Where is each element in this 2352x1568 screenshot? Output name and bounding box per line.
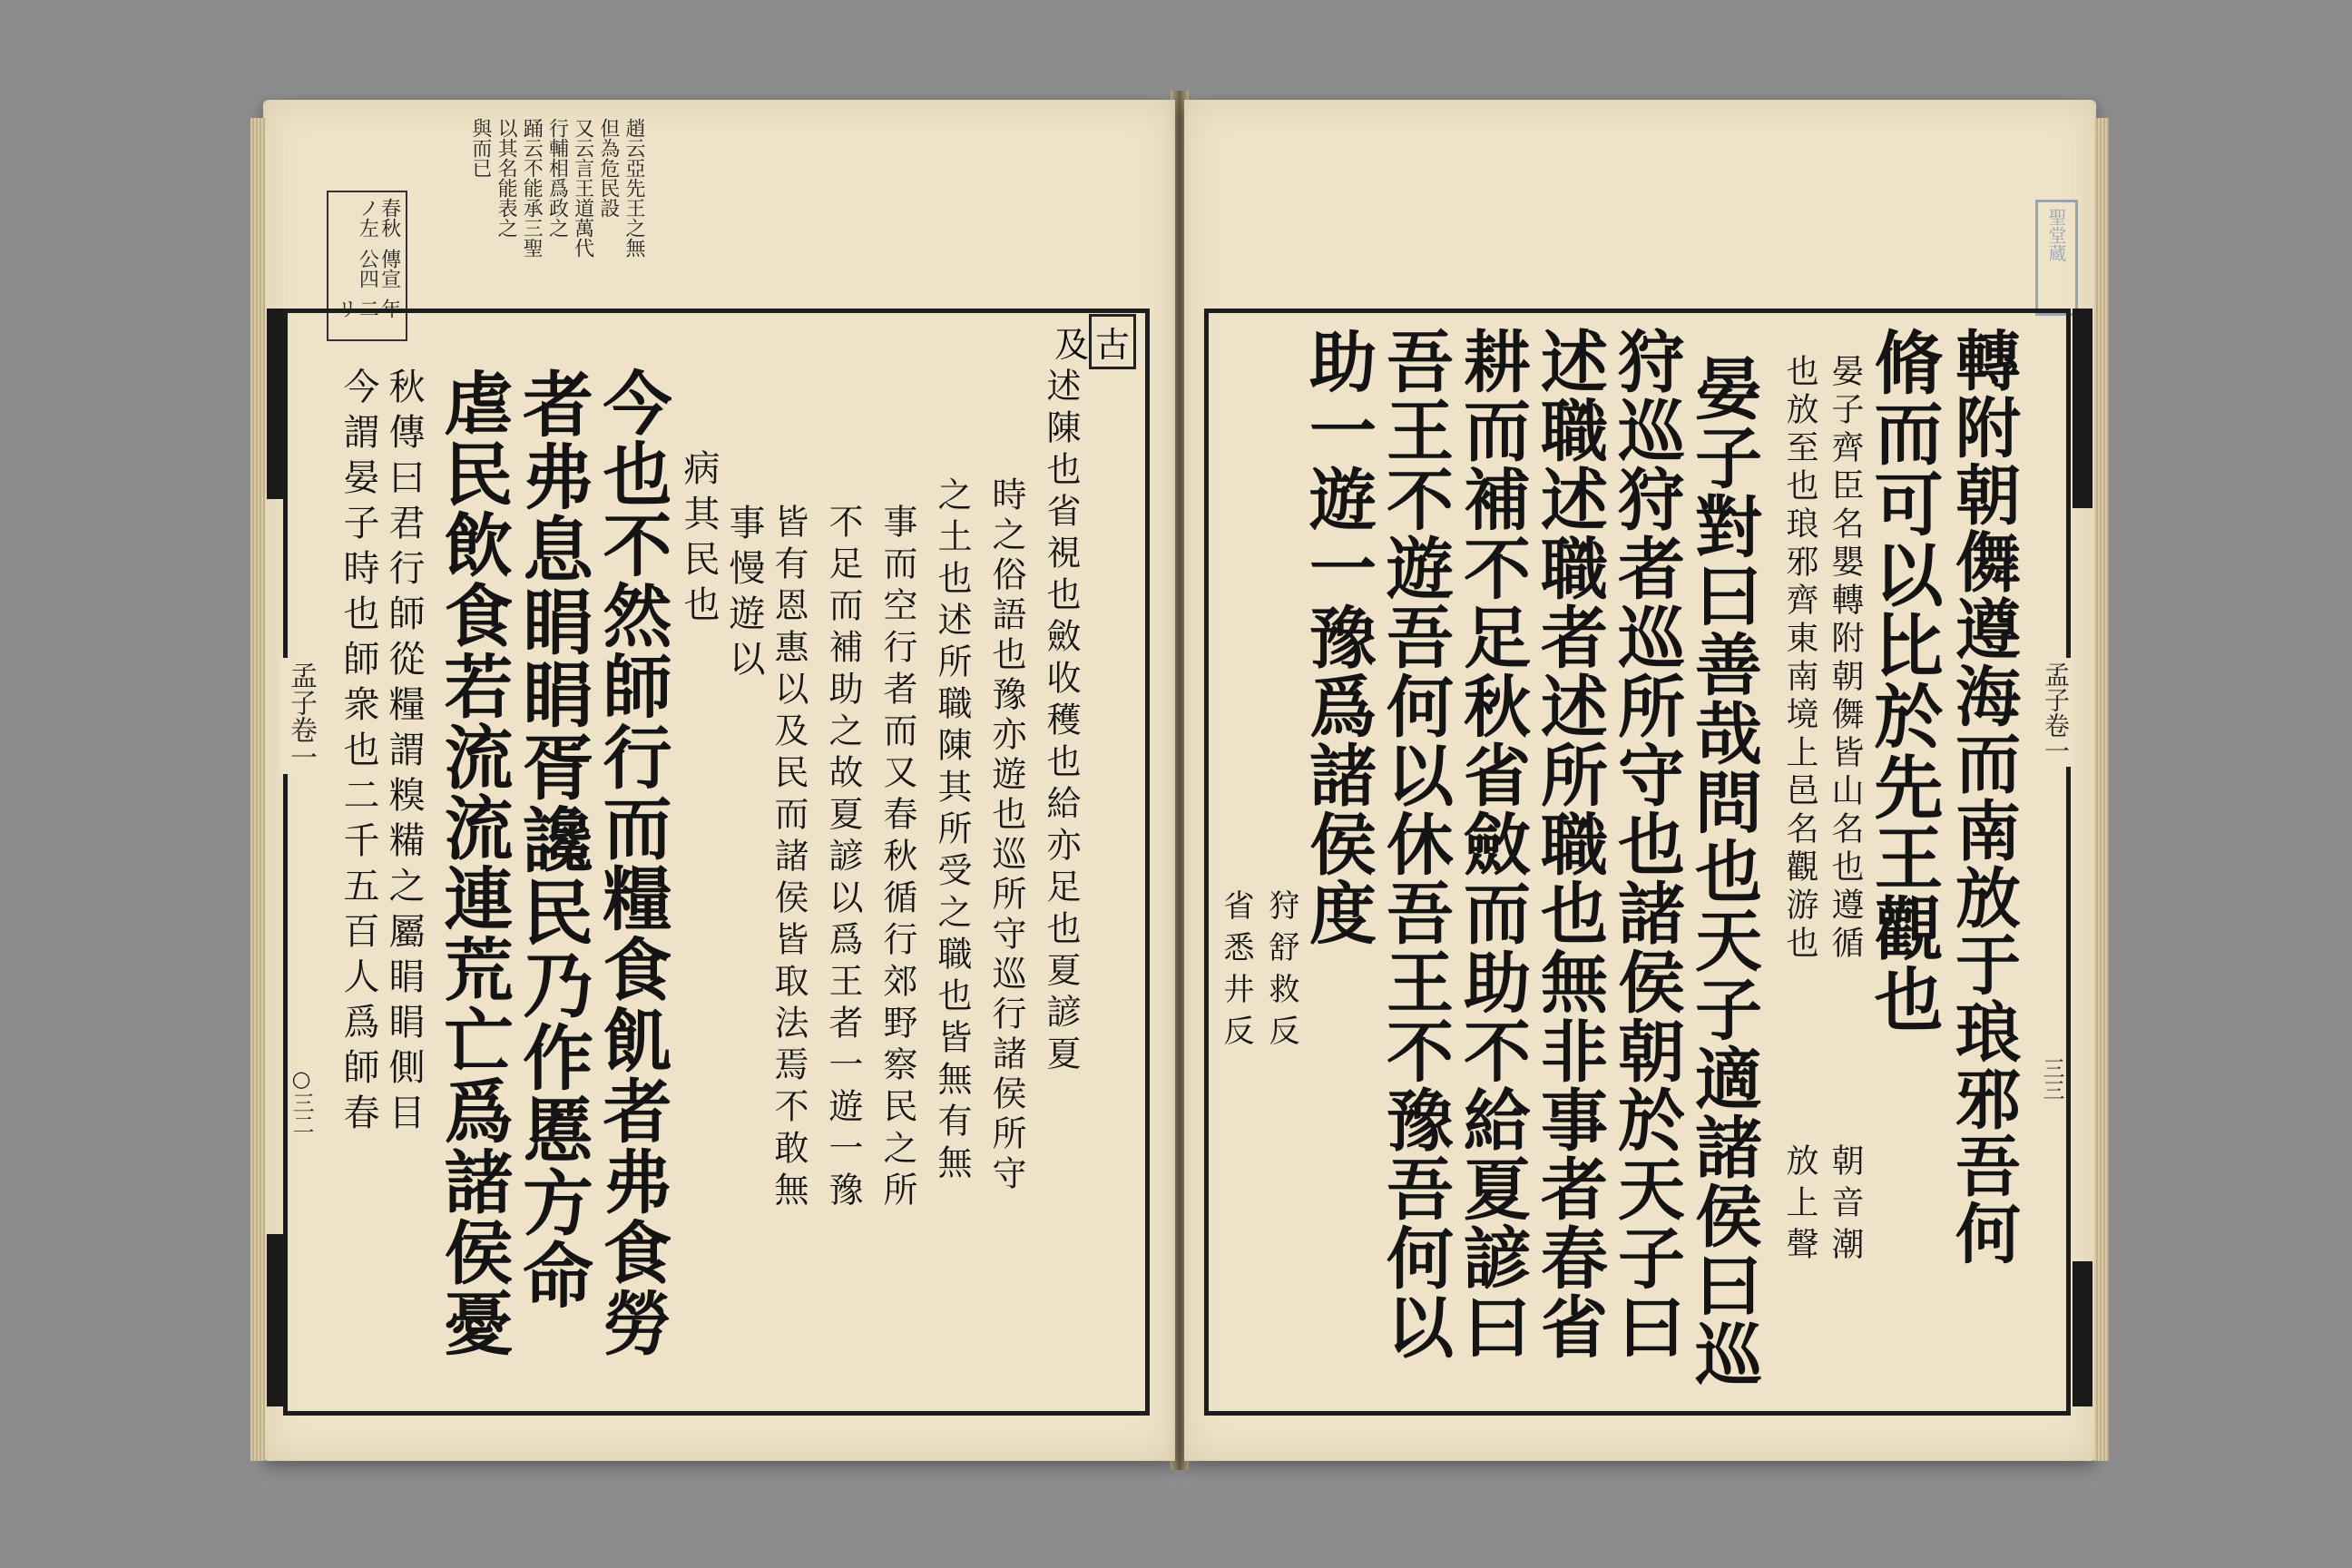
left-page-number: ○三二 xyxy=(289,1066,314,1135)
text-column: 述陳也省視也斂收穫也給亦足也夏諺夏 xyxy=(1041,368,1081,1077)
header-note-3: 又云言王道萬代 xyxy=(571,118,594,258)
header-note-6: 以其名能表之 xyxy=(495,118,518,238)
text-column: 病其民也 xyxy=(678,449,720,631)
header-note-1: 趙云亞先王之無 xyxy=(622,118,645,258)
open-book xyxy=(263,91,2096,1470)
corner-char-1: 及 xyxy=(1054,324,1090,365)
page-edge-left xyxy=(250,118,265,1461)
right-edge-strip xyxy=(2073,309,2092,508)
header-note-5: 踊云不能承三聖 xyxy=(520,118,544,258)
text-column: 不足而補助之故夏諺以爲王者一遊一豫 xyxy=(823,504,863,1213)
text-column: 時之俗語也豫亦遊也巡所守巡行諸侯所守 xyxy=(986,476,1026,1195)
text-column: 皆有恩惠以及民而諸侯皆取法焉不敢無 xyxy=(769,504,808,1213)
right-spine-title: 孟子卷一 xyxy=(2037,658,2073,767)
text-column: 狩巡狩者巡所守也諸侯朝於天子曰 xyxy=(1607,327,1685,1361)
annotation: 省悉井反 xyxy=(1218,889,1254,1056)
text-column: 晏子對曰善哉問也天子適諸侯曰巡 xyxy=(1684,354,1762,1388)
header-note-4: 行輔相爲政之 xyxy=(545,118,569,238)
text-column: 今也不然師行而糧食飢者弗食勞 xyxy=(592,368,672,1358)
header-note-7: 與而已 xyxy=(468,118,492,178)
library-stamp: 聖堂蔵 xyxy=(2035,200,2078,316)
text-column: 轉附朝儛遵海而南放于琅邪吾何 xyxy=(1945,327,2022,1267)
right-text-frame xyxy=(1204,309,2071,1416)
text-column: 吾王不遊吾何以休吾王不豫吾何以 xyxy=(1376,327,1454,1361)
text-column: 也放至也琅邪齊東南境上邑名觀游也 xyxy=(1781,354,1818,964)
text-column: 晏子齊臣名嬰轉附朝儛皆山名也遵循 xyxy=(1827,354,1864,964)
annotation: 放上聲 xyxy=(1781,1143,1818,1269)
text-column: 之土也述所職陳其所受之職也皆無有無 xyxy=(932,476,972,1186)
text-column: 脩而可以比於先王觀也 xyxy=(1863,327,1944,1034)
text-column: 今謂晏子時也師衆也二千五百人爲師春 xyxy=(338,368,379,1139)
margin-note-2: 傳宣公四 xyxy=(356,248,401,289)
right-text-columns xyxy=(1218,327,2030,1402)
text-column: 者弗息睊睊胥讒民乃作慝方命 xyxy=(511,368,593,1311)
left-page xyxy=(263,100,1175,1461)
right-page-number: 三三 xyxy=(2039,1057,2064,1101)
right-page xyxy=(1184,100,2096,1461)
margin-header-notes xyxy=(426,118,644,309)
annotation: 朝音潮 xyxy=(1827,1143,1864,1269)
corner-char-2: 古 xyxy=(1089,314,1136,369)
margin-note-1: 春秋ノ左 xyxy=(356,198,401,238)
left-text-frame xyxy=(283,309,1150,1416)
text-column: 事而空行者而又春秋循行郊野察民之所 xyxy=(877,504,917,1213)
margin-note-3: 年二リ xyxy=(334,299,401,319)
corner-box xyxy=(1045,313,1145,369)
right-edge-strip-lower xyxy=(2073,1261,2092,1406)
text-column: 虐民飲食若流流連荒亡爲諸侯憂 xyxy=(433,368,514,1358)
page-edge-right xyxy=(2094,118,2109,1461)
text-column: 耕而補不足秋省斂而助不給夏諺曰 xyxy=(1453,327,1531,1361)
annotation: 狩舒救反 xyxy=(1263,889,1299,1056)
text-column: 事慢遊以 xyxy=(723,504,765,685)
text-column: 秋傳曰君行師從糧謂糗糒之屬睊睊側目 xyxy=(383,368,425,1139)
text-column: 述職述職者述所職也無非事者春省 xyxy=(1530,327,1608,1361)
left-spine-title: 孟子卷一 xyxy=(280,658,320,774)
left-text-columns xyxy=(306,368,1127,1402)
text-column: 助一遊一豫爲諸侯度 xyxy=(1298,327,1377,947)
header-note-2: 但為危民設 xyxy=(596,118,620,218)
